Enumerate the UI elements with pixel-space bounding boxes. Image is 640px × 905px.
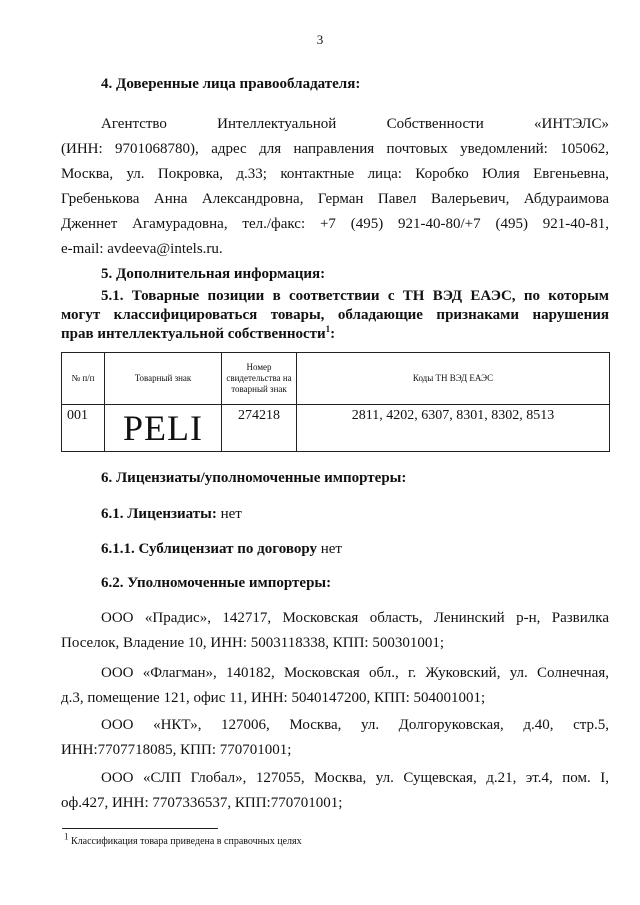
section-5-1-line: могут классифицироваться товары, обладающие признаками нарушения xyxy=(61,307,609,323)
importer-entry xyxy=(61,766,609,816)
importer-line: ООО «Флагман», 140182, Московская обл., г. Жуковский, ул. Солнечная, xyxy=(101,665,609,681)
importer-line: ООО «Прадис», 142717, Московская область, Ленинский р-н, Развилка xyxy=(101,610,609,626)
cell-num: 001 xyxy=(62,405,105,452)
cell-codes: 2811, 4202, 6307, 8301, 8302, 8513 xyxy=(297,405,610,452)
cell-certificate: 274218 xyxy=(222,405,297,452)
cell-trademark: PELI xyxy=(105,405,222,452)
section-4-heading: 4. Доверенные лица правообладателя: xyxy=(101,76,361,92)
table-row xyxy=(62,405,610,452)
section-4-email-line: e-mail: avdeeva@intels.ru. xyxy=(61,241,223,257)
header-mark: Товарный знак xyxy=(105,353,222,405)
footnote-divider xyxy=(62,828,218,829)
section-5-1-heading xyxy=(61,287,609,344)
licensees-value: нет xyxy=(216,506,242,522)
section-5-1-line: 5.1. Товарные позиции в соответствии с ТН ВЭД ЕАЭС, по которым xyxy=(101,288,609,304)
importer-entry xyxy=(61,713,609,763)
importer-line: д.3, помещение 121, офис 11, ИНН: 5040147200, КПП: 504001001; xyxy=(61,690,486,706)
header-cert: Номер свидетельства на товарный знак xyxy=(222,353,297,405)
importer-line: ИНН:7707718085, КПП: 770701001; xyxy=(61,742,292,758)
licensees-line xyxy=(101,502,242,527)
section-4-line: Агентство Интеллектуальной Собственности «ИНТЭЛС» xyxy=(101,116,609,132)
section-4-body xyxy=(61,112,609,262)
footnote xyxy=(64,831,302,847)
importer-line: ООО «НКТ», 127006, Москва, ул. Долгоруковская, д.40, стр.5, xyxy=(101,717,609,733)
importer-entry xyxy=(61,606,609,656)
page-number: 3 xyxy=(316,32,324,47)
footnote-mark: 1 xyxy=(64,831,69,842)
importer-line: оф.427, ИНН: 7707336537, КПП:770701001; xyxy=(61,795,343,811)
section-5-heading: 5. Дополнительная информация: xyxy=(101,266,326,282)
section-4-line: Дженнет Агамурадовна, тел./факс: +7 (495) 921-40-80/+7 (495) 921-40-81, xyxy=(61,216,609,232)
importers-heading: 6.2. Уполномоченные импортеры: xyxy=(101,575,332,591)
section-5-1-colon: : xyxy=(330,326,336,342)
sublicensee-value: нет xyxy=(316,541,342,557)
section-6-heading: 6. Лицензиаты/уполномоченные импортеры: xyxy=(101,470,407,486)
footnote-ref: 1 xyxy=(325,324,331,334)
sublicensee-label: 6.1.1. Сублицензиат по договору xyxy=(101,541,317,557)
section-5-1-line: прав интеллектуальной собственности xyxy=(61,326,326,342)
section-4-line: Гребенькова Анна Александровна, Герман Павел Валерьевич, Абдураимова xyxy=(61,191,609,207)
importer-line: ООО «СЛП Глобал», 127055, Москва, ул. Сущевская, д.21, эт.4, пом. I, xyxy=(101,770,609,786)
header-codes: Коды ТН ВЭД ЕАЭС xyxy=(297,353,610,405)
sublicensee-line xyxy=(101,537,342,562)
header-num: № п/п xyxy=(62,353,105,405)
importer-line: Поселок, Владение 10, ИНН: 5003118338, КПП: 500301001; xyxy=(61,635,444,651)
section-4-line: (ИНН: 9701068780), адрес для направления почтовых уведомлений: 105062, xyxy=(61,141,609,157)
section-4-line: Москва, ул. Покровка, д.33; контактные лица: Коробко Юлия Евгеньевна, xyxy=(61,166,609,182)
footnote-text: Классификация товара приведена в справочных целях xyxy=(68,836,302,847)
trademark-table xyxy=(61,352,610,452)
licensees-label: 6.1. Лицензиаты: xyxy=(101,506,217,522)
importer-entry xyxy=(61,661,609,711)
table-header-row xyxy=(62,353,610,405)
